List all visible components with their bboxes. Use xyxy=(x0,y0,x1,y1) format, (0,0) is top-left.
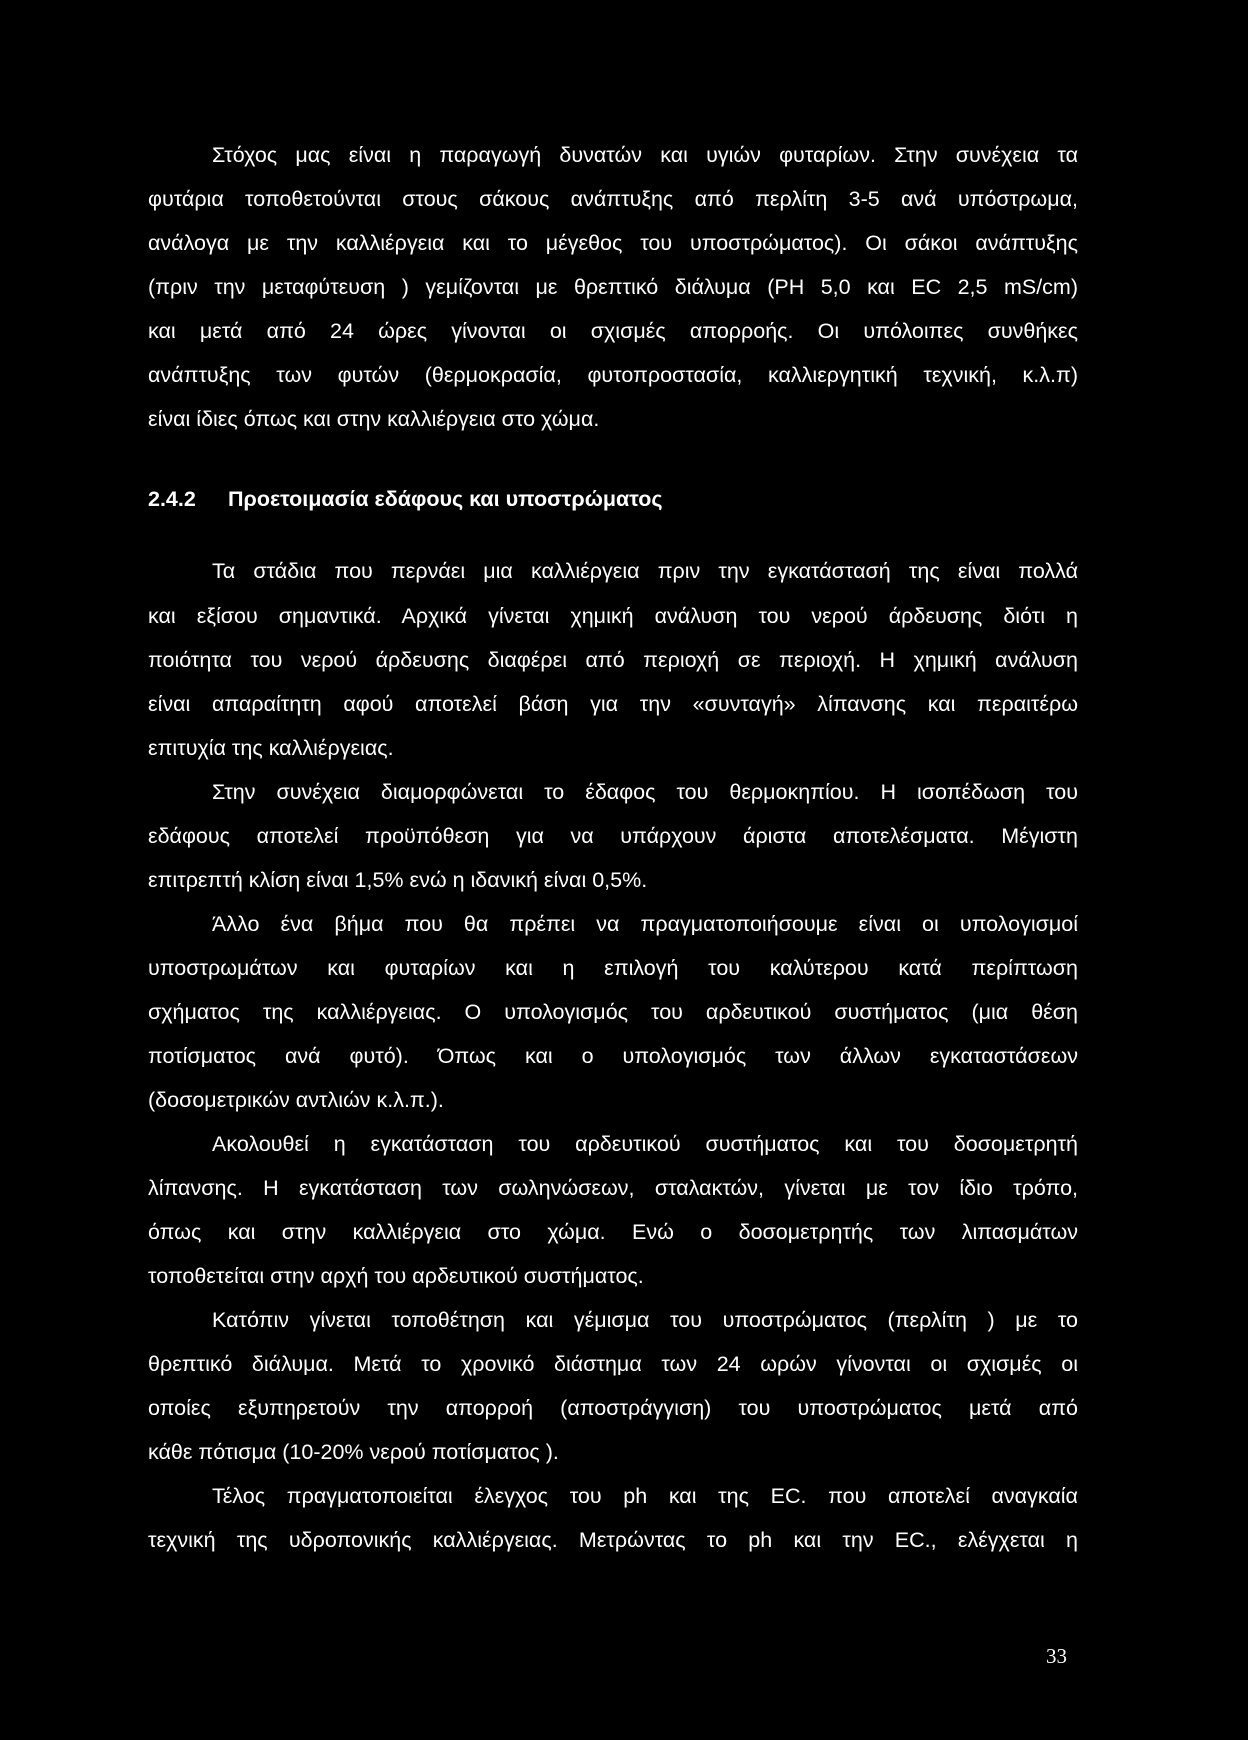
section-heading xyxy=(148,486,663,512)
paragraph-5-line: Ακολουθεί η εγκατάσταση του αρδευτικού συστήματος και του δοσομετρητή xyxy=(212,1132,1078,1156)
section-title: Προετοιμασία εδάφους και υποστρώματος xyxy=(228,487,663,511)
paragraph-3-line: Στην συνέχεια διαμορφώνεται το έδαφος του θερμοκηπίου. Η ισοπέδωση του xyxy=(212,780,1078,804)
paragraph-4-line: σχήματος της καλλιέργειας. Ο υπολογισμός του αρδευτικού συστήματος (μια θέση xyxy=(148,1000,1078,1024)
paragraph-1-line: και μετά από 24 ώρες γίνονται οι σχισμές απορροής. Οι υπόλοιπες συνθήκες xyxy=(148,319,1078,343)
paragraph-4-line: υποστρωμάτων και φυταρίων και η επιλογή του καλύτερου κατά περίπτωση xyxy=(148,956,1078,980)
paragraph-6-line: θρεπτικό διάλυμα. Μετά το χρονικό διάστημα των 24 ωρών γίνονται οι σχισμές οι xyxy=(148,1352,1078,1376)
paragraph-1-line: είναι ίδιες όπως και στην καλλιέργεια στο χώμα. xyxy=(148,407,600,431)
paragraph-6-line: Κατόπιν γίνεται τοποθέτηση και γέμισμα του υποστρώματος (περλίτη ) με το xyxy=(212,1308,1078,1332)
paragraph-6-line: κάθε πότισμα (10-20% νερού ποτίσματος ). xyxy=(148,1440,559,1464)
page-number: 33 xyxy=(1046,1644,1067,1668)
paragraph-5-line: λίπανσης. Η εγκατάσταση των σωληνώσεων, σταλακτών, γίνεται με τον ίδιο τρόπο, xyxy=(148,1176,1078,1200)
paragraph-1-line: (πριν την μεταφύτευση ) γεμίζονται με θρεπτικό διάλυμα (PH 5,0 και EC 2,5 mS/cm) xyxy=(148,275,1078,299)
paragraph-2-line: ποιότητα του νερού άρδευσης διαφέρει από περιοχή σε περιοχή. Η χημική ανάλυση xyxy=(148,648,1078,672)
paragraph-7-line: τεχνική της υδροπονικής καλλιέργειας. Μετρώντας το ph και την EC., ελέγχεται η xyxy=(148,1528,1078,1552)
paragraph-2-line: Τα στάδια που περνάει μια καλλιέργεια πριν την εγκατάστασή της είναι πολλά xyxy=(212,559,1078,583)
paragraph-4-line: ποτίσματος ανά φυτό). Όπως και ο υπολογισμός των άλλων εγκαταστάσεων xyxy=(148,1044,1078,1068)
paragraph-5-line: όπως και στην καλλιέργεια στο χώμα. Ενώ ο δοσομετρητής των λιπασμάτων xyxy=(148,1220,1078,1244)
paragraph-1-line: Στόχος μας είναι η παραγωγή δυνατών και υγιών φυταρίων. Στην συνέχεια τα xyxy=(212,143,1078,167)
paragraph-7-line: Τέλος πραγματοποιείται έλεγχος του ph και της EC. που αποτελεί αναγκαία xyxy=(212,1484,1078,1508)
paragraph-1-line: ανάπτυξης των φυτών (θερμοκρασία, φυτοπροστασία, καλλιεργητική τεχνική, κ.λ.π) xyxy=(148,363,1078,387)
paragraph-2-line: είναι απαραίτητη αφού αποτελεί βάση για την «συνταγή» λίπανσης και περαιτέρω xyxy=(148,692,1078,716)
paragraph-2-line: επιτυχία της καλλιέργειας. xyxy=(148,736,394,760)
paragraph-3-line: εδάφους αποτελεί προϋπόθεση για να υπάρχουν άριστα αποτελέσματα. Μέγιστη xyxy=(148,824,1078,848)
paragraph-2-line: και εξίσου σημαντικά. Αρχικά γίνεται χημική ανάλυση του νερού άρδευσης διότι η xyxy=(148,604,1078,628)
paragraph-4-line: Άλλο ένα βήμα που θα πρέπει να πραγματοποιήσουμε είναι οι υπολογισμοί xyxy=(212,912,1078,936)
paragraph-1-line: φυτάρια τοποθετούνται στους σάκους ανάπτυξης από περλίτη 3-5 ανά υπόστρωμα, xyxy=(148,187,1078,211)
paragraph-4-line: (δοσομετρικών αντλιών κ.λ.π.). xyxy=(148,1088,444,1112)
paragraph-1-line: ανάλογα με την καλλιέργεια και το μέγεθος του υποστρώματος). Οι σάκοι ανάπτυξης xyxy=(148,231,1078,255)
paragraph-6-line: οποίες εξυπηρετούν την απορροή (αποστράγγιση) του υποστρώματος μετά από xyxy=(148,1396,1078,1420)
section-number: 2.4.2 xyxy=(148,487,196,511)
paragraph-5-line: τοποθετείται στην αρχή του αρδευτικού συστήματος. xyxy=(148,1264,644,1288)
paragraph-3-line: επιτρεπτή κλίση είναι 1,5% ενώ η ιδανική είναι 0,5%. xyxy=(148,868,648,892)
